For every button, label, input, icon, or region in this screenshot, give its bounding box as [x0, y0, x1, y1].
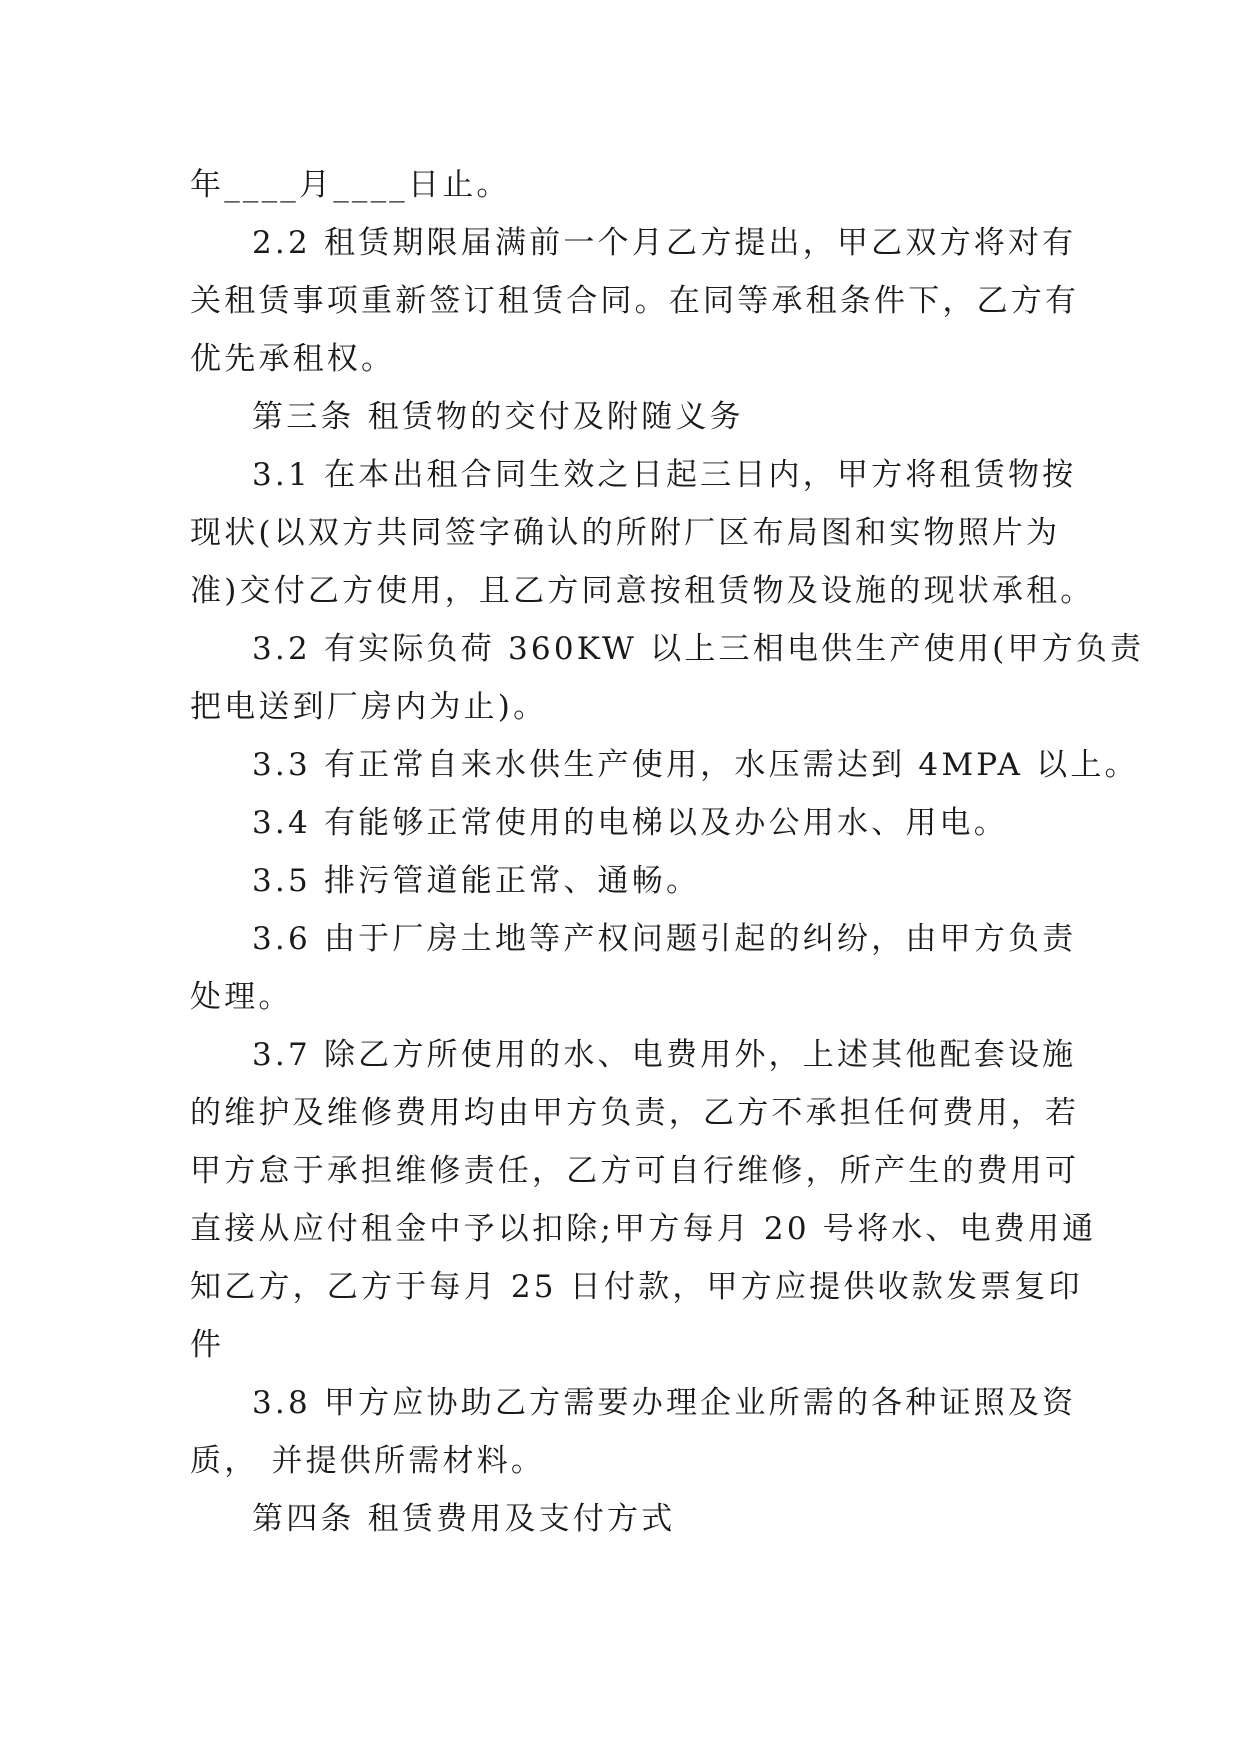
- text-line: 质， 并提供所需材料。: [190, 1443, 546, 1479]
- text-line: 第四条 租赁费用及支付方式: [252, 1501, 676, 1537]
- text-line: 现状(以双方共同签字确认的所附厂区布局图和实物照片为: [190, 515, 1061, 551]
- paragraph: [190, 446, 1095, 620]
- section-heading: [190, 1490, 1050, 1548]
- text-line: 3.1 在本出租合同生效之日起三日内，甲方将租赁物按: [252, 457, 1077, 493]
- text-line: 2.2 租赁期限届满前一个月乙方提出，甲乙双方将对有: [252, 225, 1077, 261]
- text-line: 3.7 除乙方所使用的水、电费用外，上述其他配套设施: [252, 1037, 1077, 1073]
- paragraph: [190, 852, 1050, 910]
- paragraph: [190, 156, 1050, 214]
- text-line: 3.8 甲方应协助乙方需要办理企业所需的各种证照及资: [252, 1385, 1077, 1421]
- paragraph: [190, 620, 1145, 736]
- paragraph: [190, 1374, 1077, 1490]
- text-line: 3.3 有正常自来水供生产使用，水压需达到 4MPA 以上。: [252, 747, 1139, 783]
- text-line: 知乙方，乙方于每月 25 日付款，甲方应提供收款发票复印: [190, 1269, 1083, 1305]
- text-line: 关租赁事项重新签订租赁合同。在同等承租条件下，乙方有: [190, 283, 1080, 319]
- text-line: 第三条 租赁物的交付及附随义务: [252, 399, 744, 435]
- paragraph: [190, 794, 1050, 852]
- text-line: 3.5 排污管道能正常、通畅。: [252, 863, 701, 899]
- contract-text-body: [190, 156, 1145, 1548]
- text-line: 甲方怠于承担维修责任，乙方可自行维修，所产生的费用可: [190, 1153, 1080, 1189]
- text-line: 3.2 有实际负荷 360KW 以上三相电供生产使用(甲方负责: [252, 631, 1145, 667]
- text-line: 直接从应付租金中予以扣除;甲方每月 20 号将水、电费用通: [190, 1211, 1097, 1247]
- text-line: 件: [190, 1327, 225, 1363]
- text-line: 3.6 由于厂房土地等产权问题引起的纠纷，由甲方负责: [252, 921, 1077, 957]
- text-line: 优先承租权。: [190, 341, 396, 377]
- paragraph: [190, 910, 1077, 1026]
- text-line: 把电送到厂房内为止)。: [190, 689, 548, 725]
- paragraph: [190, 1026, 1097, 1374]
- paragraph: [190, 736, 1139, 794]
- text-line: 3.4 有能够正常使用的电梯以及办公用水、用电。: [252, 805, 1008, 841]
- text-line: 的维护及维修费用均由甲方负责，乙方不承担任何费用，若: [190, 1095, 1080, 1131]
- text-line: 年____月____日止。: [190, 167, 511, 203]
- text-line: 处理。: [190, 979, 293, 1015]
- text-line: 准)交付乙方使用，且乙方同意按租赁物及设施的现状承租。: [190, 573, 1095, 609]
- section-heading: [190, 388, 1050, 446]
- paragraph: [190, 214, 1080, 388]
